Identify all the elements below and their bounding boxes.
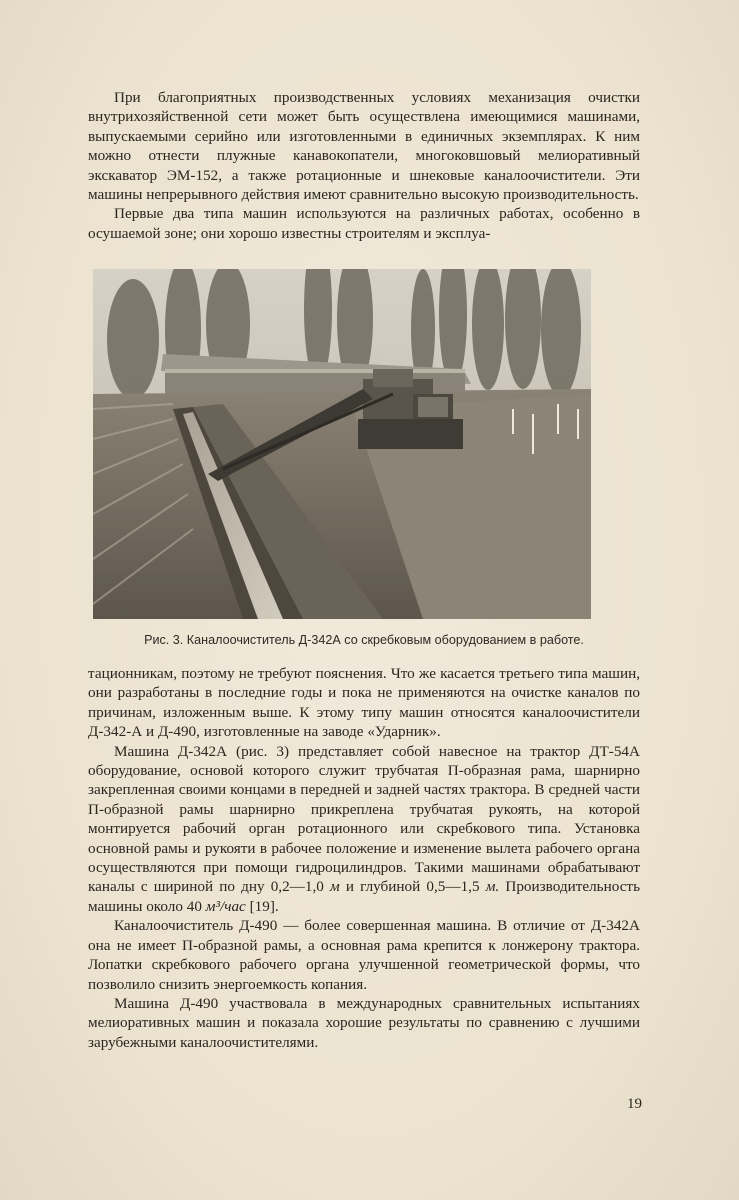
d342a-text-1: Машина Д-342А (рис. 3) представляет собой навесное на трактор ДТ-54А оборудование, основой которого служит трубчатая П-образная рама, шарнирно закрепленная своими концами в передней и задней частях трактора. В средней части П-образной рамы шарнирно прикреплена трубчатая рукоять, на которой монтируется рабочий орган ротационного или скребкового типа. Установка основной рамы и рукояти в рабочее положение и изменение вылета рабочего органа осуществляются при помощи гидроцилиндров. Такими машинами обрабатывают каналы с шириной по дну 0,2—1,0 [88, 742, 640, 896]
bottom-text-block [88, 664, 640, 1052]
unit-cubic-per-hour: м³/час [205, 897, 246, 915]
unit-meter: м [330, 878, 340, 896]
paragraph-d490: Каналоочиститель Д-490 — более совершенная машина. В отличие от Д-342А она не имеет П-образной рамы, а основная рама крепится к лонжерону трактора. Лопатки скребкового рабочего органа улучшенной геометрической формы, что позволило снизить энергоемкость копания. [88, 917, 640, 993]
figure-caption: Рис. 3. Каналоочиститель Д-342А со скребковым оборудованием в работе. [144, 633, 584, 647]
paragraph-d490-tests: Машина Д-490 участвовала в международных сравнительных испытаниях мелиоративных машин и показала хорошие результаты по сравнению с лучшими зарубежными каналоочистителями. [88, 994, 640, 1051]
photo-canal-cleaner-illustration [93, 269, 591, 619]
paragraph-mechanization: При благоприятных производственных условиях механизация очистки внутрихозяйственной сети может быть осуществлена имеющимися машинами, выпускаемыми серийно или изготовленными в единичных экземплярах. К ним можно отнести плужные канавокопатели, многоковшовый мелиоративный экскаватор ЭМ-152, а также ротационные и шнековые каналоочистители. Эти машины непрерывного действия имеют сравнительно высокую производительность. [88, 89, 640, 204]
d342a-text-2: и глубиной 0,5—1,5 [339, 878, 486, 896]
figure-photo [93, 269, 591, 619]
d342a-text-4: [19]. [245, 897, 279, 915]
paragraph-machine-types: Первые два типа машин используются на различных работах, особенно в осушаемой зоне; они хорошо известны строителям и эксплуа- [88, 205, 640, 242]
paragraph-d342a [88, 742, 640, 917]
paragraph-continuation: тационникам, поэтому не требуют пояснения. Что же касается третьего типа машин, они разработаны в последние годы и пока не применяются на очистке каналов по причинам, изложенным выше. К этому типу машин относятся каналоочистители Д-342-А и Д-490, изготовленные на заводе «Ударник». [88, 665, 640, 741]
d342a-text-3: Производительность машины около 40 [88, 878, 640, 915]
unit-meter-2: м. [485, 878, 500, 896]
page-number: 19 [627, 1096, 642, 1112]
top-text-block [88, 88, 640, 243]
